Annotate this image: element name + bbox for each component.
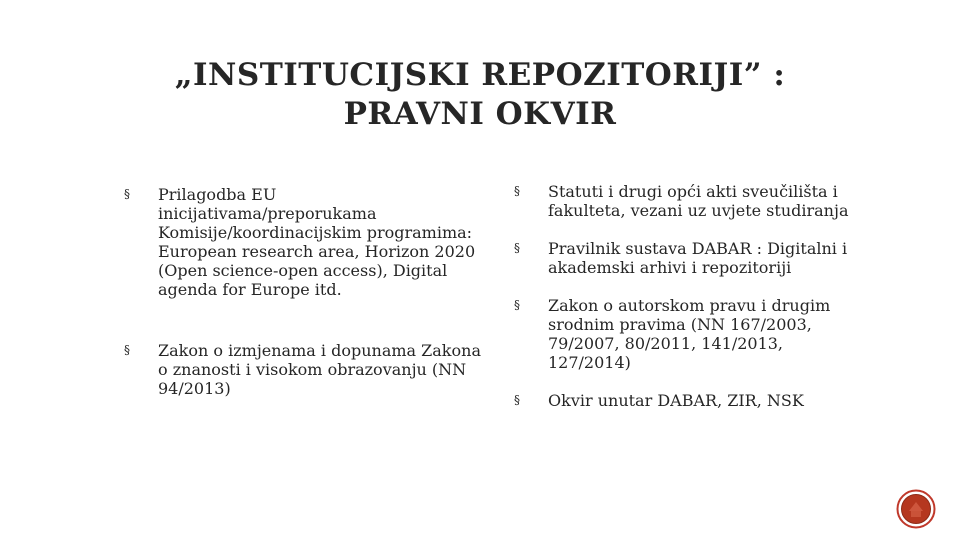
right-bullet-list bbox=[514, 182, 860, 410]
list-item bbox=[514, 239, 860, 277]
list-item-text: Zakon o izmjenama i dopunama Zakona o znanosti i visokom obrazovanju (NN 94/2013) bbox=[158, 341, 481, 398]
list-item-text: Statuti i drugi opći akti sveučilišta i fakulteta, vezani uz uvjete studiranja bbox=[548, 182, 849, 220]
list-item-text: Okvir unutar DABAR, ZIR, NSK bbox=[548, 391, 804, 410]
section-bullet-icon: § bbox=[514, 184, 520, 198]
list-item-text: Prilagodba EU inicijativama/preporukama Komisije/koordinacijskim programima: European research area, Horizon 2020 (Open science-open access), Digital agenda for Europe itd. bbox=[158, 185, 476, 299]
section-bullet-icon: § bbox=[514, 241, 520, 255]
left-bullet-list bbox=[124, 185, 484, 398]
institution-logo bbox=[896, 489, 936, 529]
section-bullet-icon: § bbox=[124, 343, 130, 357]
list-item bbox=[124, 341, 484, 398]
list-item-text: Pravilnik sustava DABAR : Digitalni i akademski arhivi i repozitoriji bbox=[548, 239, 848, 277]
title-line-2: PRAVNI OKVIR bbox=[343, 96, 617, 132]
list-item bbox=[514, 391, 860, 410]
section-bullet-icon: § bbox=[124, 187, 130, 201]
list-item-text: Zakon o autorskom pravu i drugim srodnim pravima (NN 167/2003, 79/2007, 80/2011, 141/2013, 127/2014) bbox=[548, 296, 831, 372]
list-item bbox=[124, 185, 484, 299]
slide-title bbox=[0, 56, 960, 134]
section-bullet-icon: § bbox=[514, 393, 520, 407]
list-item bbox=[514, 296, 860, 372]
section-bullet-icon: § bbox=[514, 298, 520, 312]
list-item bbox=[514, 182, 860, 220]
title-line-1: „INSTITUCIJSKI REPOZITORIJI” : bbox=[174, 57, 786, 93]
